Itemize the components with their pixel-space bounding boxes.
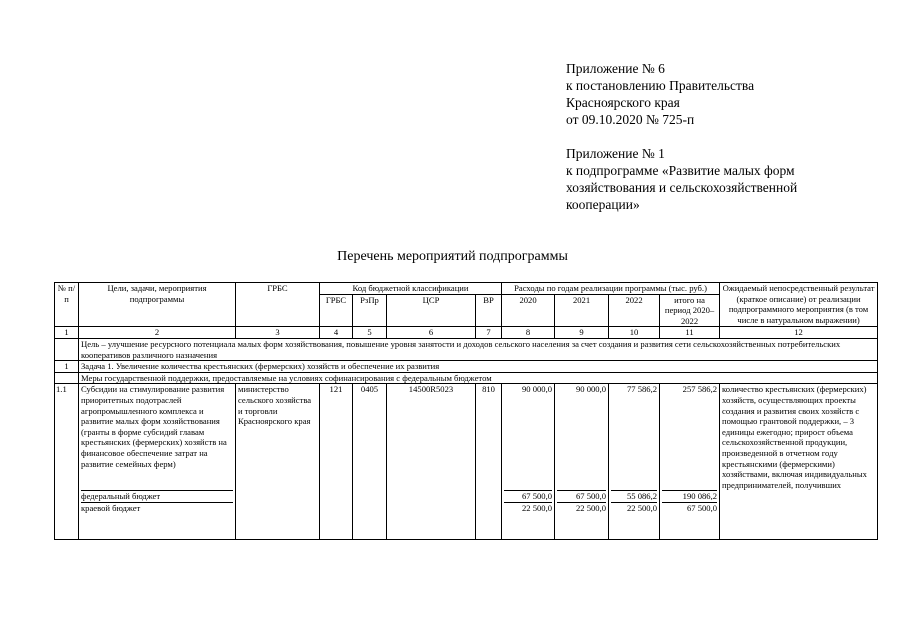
goal-row <box>55 338 878 360</box>
support-text: Меры государственной поддержки, предоставляемые на условиях софинансирования с федеральным бюджетом <box>79 372 878 384</box>
support-row <box>55 372 878 384</box>
appendix6-line-1: Приложение № 6 <box>566 61 665 76</box>
column-numbers-row <box>55 327 878 339</box>
col-number: 8 <box>502 327 555 339</box>
item-grbs-code: 121 <box>320 384 353 540</box>
appendix-header <box>566 60 866 213</box>
task-row <box>55 361 878 373</box>
subheader-grbs: ГРБС <box>320 294 353 327</box>
item-row <box>55 384 878 540</box>
item-2022: 77 586,2 <box>626 384 658 395</box>
item-total: 257 586,2 <box>682 384 718 395</box>
appendix6-line-3: Красноярского края <box>566 95 680 110</box>
col-number: 3 <box>236 327 320 339</box>
subheader-csr: ЦСР <box>387 294 476 327</box>
subheader-vr: ВР <box>476 294 502 327</box>
appendix6-line-4: от 09.10.2020 № 725-п <box>566 112 695 127</box>
col-number: 7 <box>476 327 502 339</box>
page-title: Перечень мероприятий подпрограммы <box>337 249 568 264</box>
header-goals: Цели, задачи, мероприятия подпрограммы <box>79 283 236 327</box>
federal-2020: 67 500,0 <box>504 490 552 502</box>
col-number: 11 <box>660 327 720 339</box>
regional-2020: 22 500,0 <box>504 502 552 514</box>
header-expenses: Расходы по годам реализации программы (тыс. руб.) <box>502 283 720 295</box>
item-2020-cell <box>502 384 555 540</box>
item-name <box>79 384 236 540</box>
item-rzpr: 0405 <box>353 384 387 540</box>
appendix1-line-2: к подпрограмме «Развитие малых форм <box>566 163 795 178</box>
col-number: 12 <box>720 327 878 339</box>
subheader-rzpr: РзПр <box>353 294 387 327</box>
item-result: количество крестьянских (фермерских) хозяйств, осуществляющих проекты создания и развития своих хозяйств с помощью грантовой поддержки, – 3 единицы ежегодно; прирост объема сельскохозяйственной продукции, произведенной в отчетном году крестьянскими (фермерскими) хозяйствами, включая индивидуальных предпринимателей, получивших <box>720 384 878 540</box>
task-num: 1 <box>55 361 79 373</box>
col-number: 4 <box>320 327 353 339</box>
item-total-cell <box>660 384 720 540</box>
measures-table <box>54 282 878 540</box>
appendix1-line-3: хозяйствования и сельскохозяйственной <box>566 180 798 195</box>
col-number: 1 <box>55 327 79 339</box>
goal-text: Цель – улучшение ресурсного потенциала малых форм хозяйствования, повышение уровня занятости и доходов сельского населения за счет создания и развития сети сельскохозяйственных потребительских кооперативов различного назначения <box>79 338 878 360</box>
col-number: 9 <box>555 327 609 339</box>
item-2020: 90 000,0 <box>521 384 553 395</box>
appendix6-line-2: к постановлению Правительства <box>566 78 755 93</box>
item-csr: 14500R5023 <box>387 384 476 540</box>
subheader-2022: 2022 <box>609 294 660 327</box>
header-budget-code: Код бюджетной классификации <box>320 283 502 295</box>
federal-2022: 55 086,2 <box>611 490 657 502</box>
regional-total: 67 500,0 <box>662 502 717 514</box>
item-2022-cell <box>609 384 660 540</box>
header-grbs: ГРБС <box>236 283 320 327</box>
federal-label: федеральный бюджет <box>81 490 233 502</box>
task-text: Задача 1. Увеличение количества крестьянских (фермерских) хозяйств и обеспечение их развития <box>79 361 878 373</box>
appendix1-line-1: Приложение № 1 <box>566 146 665 161</box>
appendix1-line-4: кооперации» <box>566 197 640 212</box>
item-name-text: Субсидии на стимулирование развития приоритетных подотраслей агропромышленного комплекса и развитие малых форм хозяйствования (гранты в форме субсидий главам крестьянских (фермерских) хозяйств на финансовое обеспечение затрат на развитие семейных ферм) <box>81 384 227 469</box>
col-number: 6 <box>387 327 476 339</box>
item-vr: 810 <box>476 384 502 540</box>
regional-label: краевой бюджет <box>81 502 233 514</box>
item-2021-cell <box>555 384 609 540</box>
item-num: 1.1 <box>55 384 79 540</box>
item-grbs-name: министерство сельского хозяйства и торговли Красноярского края <box>236 384 320 540</box>
regional-2021: 22 500,0 <box>557 502 606 514</box>
federal-total: 190 086,2 <box>662 490 717 502</box>
subheader-2021: 2021 <box>555 294 609 327</box>
col-number: 5 <box>353 327 387 339</box>
item-2021: 90 000,0 <box>575 384 607 395</box>
col-number: 10 <box>609 327 660 339</box>
subheader-2020: 2020 <box>502 294 555 327</box>
col-number: 2 <box>79 327 236 339</box>
federal-2021: 67 500,0 <box>557 490 606 502</box>
header-num: № п/п <box>55 283 79 327</box>
header-result: Ожидаемый непосредственный результат (краткое описание) от реализации подпрограммного мероприятия (в том числе в натуральном выражении) <box>720 283 878 327</box>
subheader-total: итого на период 2020–2022 <box>660 294 720 327</box>
header-row <box>55 283 878 295</box>
regional-2022: 22 500,0 <box>611 502 657 514</box>
